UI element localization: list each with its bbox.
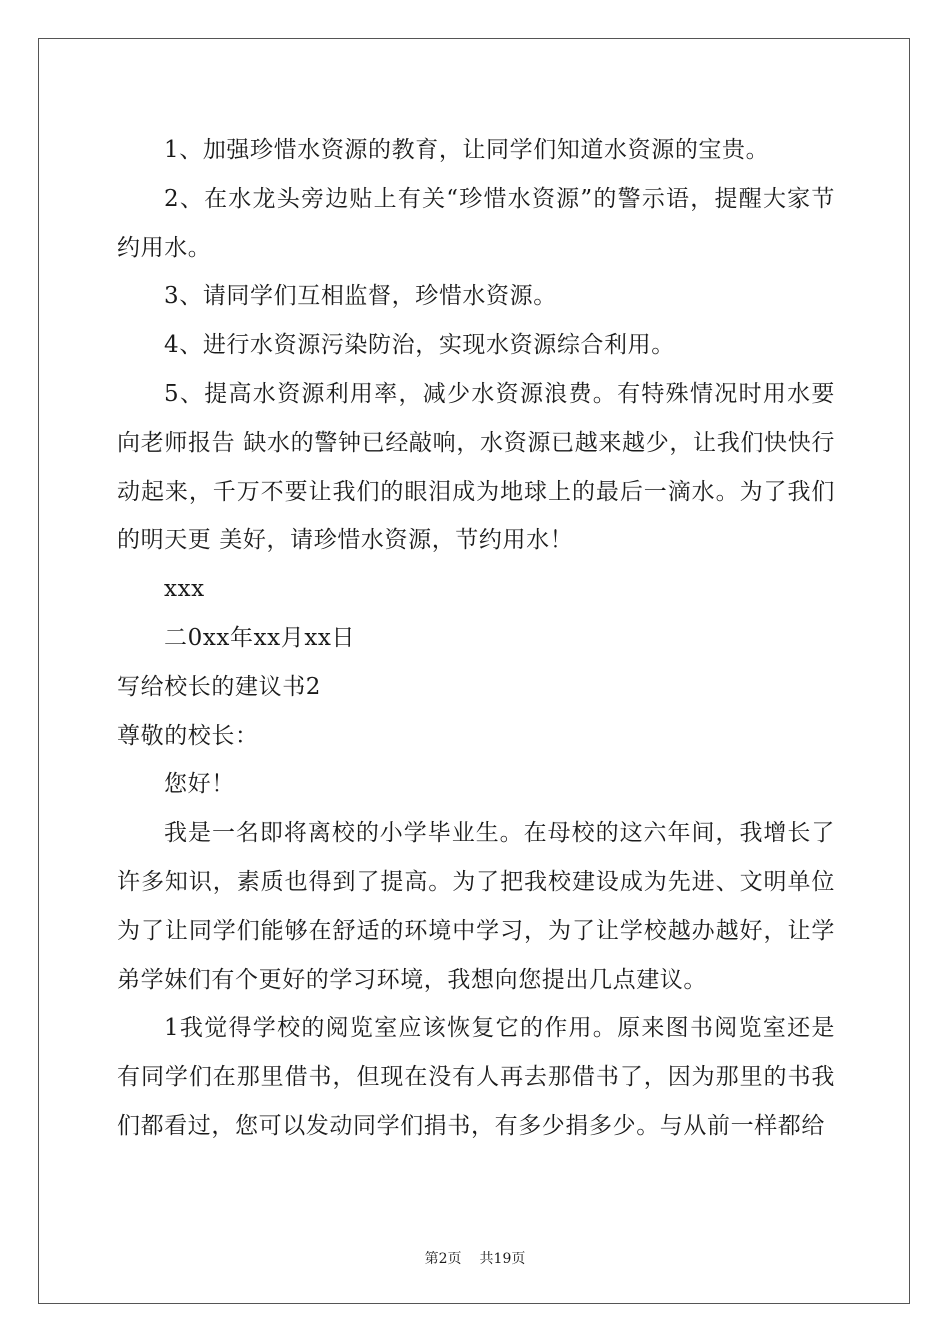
paragraph: 1我觉得学校的阅览室应该恢复它的作用。原来图书阅览室还是有同学们在那里借书，但现在没有人再去那借书了，因为那里的书我们都看过，您可以发动同学们捐书，有多少捐多少。与从前一样都给 [117,1015,835,1139]
page-footer [0,1248,950,1268]
paragraph: 5、提高水资源利用率，减少水资源浪费。有特殊情况时用水要向老师报告 缺水的警钟已经敲响，水资源已越来越少，让我们快快行动起来，千万不要让我们的眼泪成为地球上的最后一滴水。为了我们的明天更 美好，请珍惜水资源，节约用水！ [117,380,835,554]
greeting: 您好！ [164,771,235,798]
signature: xxx [164,576,205,603]
salutation: 尊敬的校长： [117,722,259,749]
page-total: 共19页 [479,1251,526,1267]
page-number: 第2页 [424,1251,462,1267]
date-line: 二0xx年xx月xx日 [164,624,356,651]
section-title: 写给校长的建议书2 [117,673,322,700]
paragraph: 3、请同学们互相监督，珍惜水资源。 [164,283,557,310]
paragraph: 1、加强珍惜水资源的教育，让同学们知道水资源的宝贵。 [164,137,770,163]
document-body [117,126,835,1151]
paragraph: 2、在水龙头旁边贴上有关“珍惜水资源”的警示语，提醒大家节约用水。 [117,185,835,261]
paragraph: 4、进行水资源污染防治，实现水资源综合利用。 [164,332,675,359]
paragraph: 我是一名即将离校的小学毕业生。在母校的这六年间，我增长了许多知识，素质也得到了提高。为了把我校建设成为先进、文明单位为了让同学们能够在舒适的环境中学习，为了让学校越办越好，让学弟学妹们有个更好的学习环境，我想向您提出几点建议。 [117,820,835,993]
